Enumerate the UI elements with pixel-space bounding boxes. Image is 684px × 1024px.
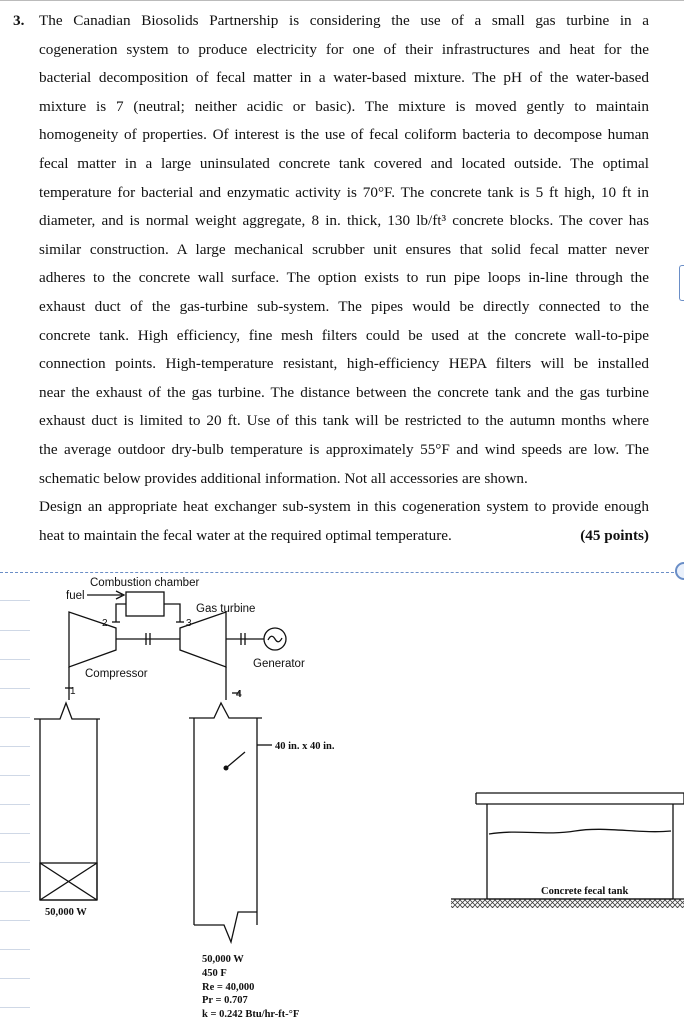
problem-line: mixture is 7 (neutral; neither acidic or basic). The mixture is moved gently to maintain <box>39 97 649 115</box>
task-line: heat to maintain the fecal water at the required optimal temperature. <box>39 526 452 544</box>
gas-turbine-label: Gas turbine <box>196 603 256 615</box>
exhaust-break-line <box>189 703 262 718</box>
compressor-outlet-pipe <box>116 604 126 622</box>
problem-line: fecal matter in a large uninsulated concrete tank covered and located outside. The optimal <box>39 154 649 172</box>
problem-line: the average outdoor dry-bulb temperature is approximately 55°F and wind speeds are low. The <box>39 440 649 458</box>
turbine-inlet-pipe <box>164 604 180 622</box>
problem-line: near the exhaust of the gas turbine. The distance between the concrete tank and the gas turbine <box>39 383 649 401</box>
compressor-label: Compressor <box>85 668 148 680</box>
problem-line: bacterial decomposition of fecal matter in a water-based mixture. The pH of the water-based <box>39 69 649 87</box>
intake-break-line <box>34 703 100 719</box>
tank-label: Concrete fecal tank <box>541 886 629 897</box>
problem-line: adheres to the concrete wall surface. The option exists to run pipe loops in-line through the <box>39 269 649 287</box>
problem-line: exhaust duct is limited to 20 ft. Use of this tank will be restricted to the autumn months where <box>39 412 649 430</box>
problem-line: cogeneration system to produce electricity for one of their infrastructures and heat for the <box>39 40 649 58</box>
problem-number: 3. <box>13 12 25 29</box>
tank-wall <box>487 804 673 899</box>
problem-line: schematic below provides additional information. Not all accessories are shown. <box>39 469 528 487</box>
tank-cover <box>476 793 684 804</box>
intake-duct <box>40 719 97 900</box>
fuel-label: fuel <box>66 590 85 602</box>
combustion-chamber-label: Combustion chamber <box>90 577 200 589</box>
state-1-label: 1 <box>70 686 76 697</box>
thermal-conductivity-label: k = 0.242 Btu/hr-ft-°F <box>202 1009 300 1020</box>
damper-pivot <box>224 766 229 771</box>
exhaust-power-label: 50,000 W <box>202 954 244 965</box>
problem-line: The Canadian Biosolids Partnership is considering the use of a small gas turbine in a <box>39 12 649 29</box>
compressor-shape <box>69 612 116 667</box>
generator-label: Generator <box>253 658 305 670</box>
ac-wave-icon <box>268 636 282 642</box>
exhaust-duct <box>194 718 257 925</box>
problem-line: similar construction. A large mechanical scrubber unit ensures that solid fecal matter never <box>39 240 649 258</box>
problem-line: homogeneity of properties. Of interest is the use of fecal coliform bacteria to decompose human <box>39 126 649 144</box>
damper-blade <box>226 752 245 768</box>
intake-filter-cross-icon <box>40 863 97 900</box>
state-2-label: 2 <box>102 618 108 629</box>
state-4-label: 4 <box>236 689 242 700</box>
problem-line: exhaust duct of the gas-turbine sub-system. The pipes would be directly connected to the <box>39 297 649 315</box>
intake-power-label: 50,000 W <box>45 907 87 918</box>
problem-line: temperature for bacterial and enzymatic activity is 70°F. The concrete tank is 5 ft high, 10 ft in <box>39 183 649 201</box>
exhaust-outlet-break-line <box>194 912 257 942</box>
problem-line: connection points. High-temperature resistant, high-efficiency HEPA filters will be installed <box>39 355 649 373</box>
combustion-chamber-box <box>126 592 164 616</box>
exhaust-temperature-label: 450 F <box>202 968 227 979</box>
task-line: Design an appropriate heat exchanger sub-system in this cogeneration system to provide enough <box>39 498 649 516</box>
prandtl-number-label: Pr = 0.707 <box>202 995 248 1006</box>
state-3-label: 3 <box>186 618 192 629</box>
problem-line: diameter, and is normal weight aggregate, 8 in. thick, 130 lb/ft³ concrete blocks. The cover has <box>39 212 649 230</box>
ground-hatch <box>451 899 684 908</box>
problem-line: concrete tank. High efficiency, fine mesh filters could be used at the concrete wall-to-pipe <box>39 326 649 344</box>
points-value: (45 points) <box>580 526 649 544</box>
duct-size-label: 40 in. x 40 in. <box>275 741 335 752</box>
fluid-surface <box>489 829 671 834</box>
reynolds-number-label: Re = 40,000 <box>202 982 255 993</box>
